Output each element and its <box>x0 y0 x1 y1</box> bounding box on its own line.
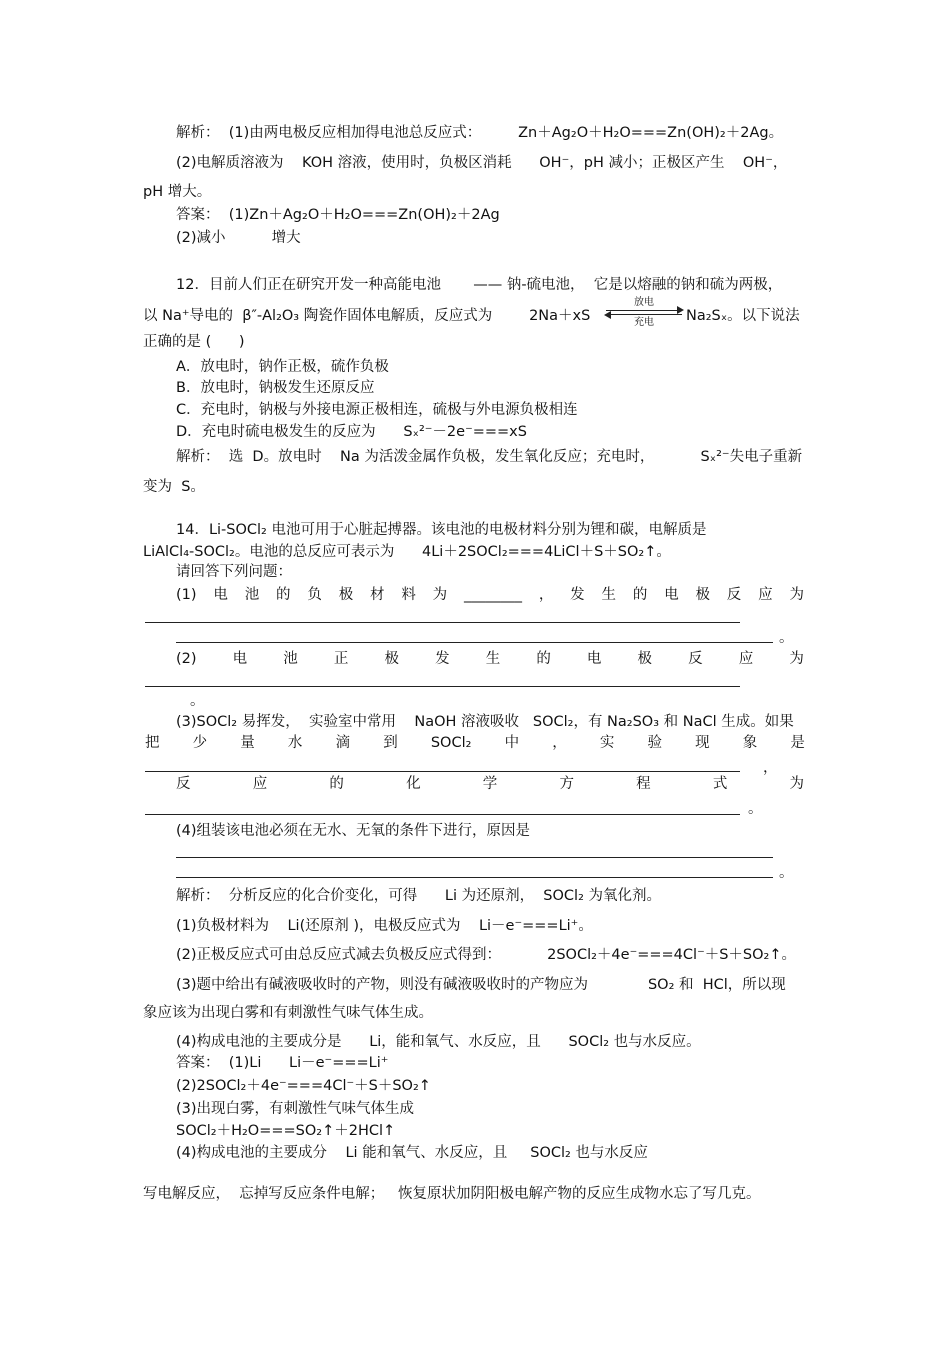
word: 滴 <box>335 735 351 751</box>
word: 中 <box>504 735 520 751</box>
period: 。 <box>779 865 794 881</box>
word: (2) <box>176 651 197 667</box>
word: 的 <box>632 587 648 603</box>
word: ， <box>552 735 567 751</box>
word: 负 <box>307 587 322 603</box>
word: 式 <box>712 776 728 792</box>
q14-analysis-4: (4)构成电池的主要成分是 Li，能和氧气、水反应，且 SOCl₂ 也与水反应。 <box>176 1034 701 1050</box>
word: 池 <box>244 587 260 603</box>
word: 电 <box>213 587 228 603</box>
q12-stem-2b: Na₂Sₓ。以下说法 <box>686 308 800 324</box>
q12-analysis-1: 解析： 选 D。放电时 Na 为活泼金属作负极，发生氧化反应；充电时， Sₓ²⁻失电子重新 <box>176 449 803 465</box>
word: 化 <box>406 776 421 792</box>
q12-stem-3: 正确的是 ( ) <box>143 334 245 350</box>
q14-part-4: (4)组装该电池必须在无水、无氧的条件下进行，原因是 <box>176 823 531 839</box>
reversible-arrow <box>602 298 686 328</box>
q12-option-c: C．充电时，钠极与外接电源正极相连，硫极与外电源负极相连 <box>176 402 578 418</box>
word: 极 <box>384 651 399 667</box>
q14-answer-3: (3)出现白雾，有刺激性气味气体生成 <box>176 1101 415 1117</box>
q14-part-1 <box>176 586 804 604</box>
word: 为 <box>789 776 804 792</box>
word: 的 <box>536 651 551 667</box>
word: 现 <box>695 735 710 751</box>
word: 水 <box>287 735 303 751</box>
word: 是 <box>790 735 805 751</box>
word: 正 <box>333 651 349 667</box>
word: 学 <box>482 776 498 792</box>
q12-stem-1: 12．目前人们正在研究开发一种高能电池 —— 钠-硫电池， 它是以熔融的钠和硫为两极， <box>176 277 783 293</box>
word: 程 <box>636 776 651 792</box>
period: 。 <box>748 801 763 817</box>
word: 为 <box>789 651 804 667</box>
word: 反 <box>726 587 742 603</box>
q14-part-3-line-3 <box>176 775 804 793</box>
q14-part-3-line-1: (3)SOCl₂ 易挥发， 实验室中常用 NaOH 溶液吸收 SOCl₂，有 Na₂SO₃ 和 NaCl 生成。如果 <box>176 714 794 730</box>
word: 电 <box>586 651 602 667</box>
word: 象 <box>742 735 758 751</box>
q14-stem-1: 14．Li-SOCl₂ 电池可用于心脏起搏器。该电池的电极材料分别为锂和碳，电解质是 <box>176 522 707 538</box>
word: 发 <box>435 651 450 667</box>
word: ， <box>538 587 554 603</box>
q11-analysis-2b: pH 增大。 <box>143 184 212 200</box>
q14-analysis-3b: 象应该为出现白雾和有刺激性气味气体生成。 <box>143 1005 433 1021</box>
q14-analysis-3a: (3)题中给出有碱液吸收时的产物，则没有碱液吸收时的产物应为 SO₂ 和 HCl，所以现 <box>176 977 786 993</box>
q12-option-d: D．充电时硫电极发生的反应为 Sₓ²⁻－2e⁻===xS <box>176 424 527 440</box>
answer-line <box>145 622 740 623</box>
word: 方 <box>559 776 574 792</box>
q11-answer-2: (2)减小 增大 <box>176 230 301 246</box>
q12-option-a: A．放电时，钠作正极，硫作负极 <box>176 359 389 375</box>
word: 应 <box>252 776 268 792</box>
answer-line <box>176 877 773 878</box>
footer-note: 写电解反应， 忘掉写反应条件电解； 恢复原状加阴阳极电解产物的反应生成物水忘了写几克。 <box>143 1186 761 1202</box>
q12-analysis-2: 变为 S。 <box>143 479 205 495</box>
word: 电 <box>232 651 248 667</box>
q11-analysis-1: 解析： (1)由两电极反应相加得电池总反应式： Zn＋Ag₂O＋H₂O===Zn(OH)₂＋2Ag。 <box>176 125 784 141</box>
word: 应 <box>738 651 754 667</box>
answer-line <box>176 642 773 643</box>
word: (1) <box>176 587 197 603</box>
word: 量 <box>240 735 255 751</box>
word: 极 <box>695 587 710 603</box>
q14-part-2 <box>176 650 804 668</box>
word: 到 <box>383 735 398 751</box>
word: 反 <box>176 776 191 792</box>
word: 实 <box>599 735 615 751</box>
word: 的 <box>329 776 344 792</box>
comma: ， <box>763 760 778 776</box>
q14-answer-4: (4)构成电池的主要成分 Li 能和氧气、水反应，且 SOCl₂ 也与水反应 <box>176 1145 648 1161</box>
word: 极 <box>637 651 653 667</box>
word: 为 <box>789 587 804 603</box>
word: 应 <box>758 587 773 603</box>
word: 生 <box>485 651 501 667</box>
word: 电 <box>664 587 679 603</box>
q14-answer-3b: SOCl₂＋H₂O===SO₂↑＋2HCl↑ <box>176 1123 396 1139</box>
q14-analysis-1: (1)负极材料为 Li(还原剂 )，电极反应式为 Li－e⁻===Li⁺。 <box>176 918 593 934</box>
q12-stem-2a: 以 Na⁺导电的 β″-Al₂O₃ 陶瓷作固体电解质，反应式为 2Na＋xS <box>143 308 591 324</box>
q14-answer-2: (2)2SOCl₂＋4e⁻===4Cl⁻＋S＋SO₂↑ <box>176 1078 431 1094</box>
period: 。 <box>190 693 205 709</box>
q14-stem-3: 请回答下列问题： <box>176 564 292 580</box>
word: 生 <box>601 587 616 603</box>
answer-line <box>145 771 740 772</box>
word: 验 <box>647 735 662 751</box>
word: 极 <box>338 587 354 603</box>
word: 把 <box>145 735 160 751</box>
answer-line <box>145 686 740 687</box>
arrow-label-charge: 充电 <box>634 317 654 328</box>
word: 的 <box>276 587 291 603</box>
word: 材 <box>370 587 385 603</box>
word: 发 <box>570 587 585 603</box>
period: 。 <box>779 630 794 646</box>
q14-stem-2: LiAlCl₄-SOCl₂。电池的总反应可表示为 4Li＋2SOCl₂===4LiCl＋S＋SO₂↑。 <box>143 544 671 560</box>
q14-analysis-0: 解析： 分析反应的化合价变化，可得 Li 为还原剂， SOCl₂ 为氧化剂。 <box>176 888 661 904</box>
word: 料 <box>401 587 416 603</box>
q14-answer-1: 答案： (1)Li Li－e⁻===Li⁺ <box>176 1055 389 1071</box>
q14-analysis-2: (2)正极反应式可由总反应式减去负极反应式得到： 2SOCl₂＋4e⁻===4Cl⁻＋S＋SO₂↑。 <box>176 947 796 963</box>
word: 池 <box>283 651 298 667</box>
arrow-label-discharge: 放电 <box>634 297 654 308</box>
q11-answer-1: 答案： (1)Zn＋Ag₂O＋H₂O===Zn(OH)₂＋2Ag <box>176 207 500 223</box>
q12-option-b: B．放电时，钠极发生还原反应 <box>176 380 375 396</box>
word: 少 <box>192 735 208 751</box>
word: 为 <box>432 587 448 603</box>
answer-blank: ________ <box>464 587 522 603</box>
answer-line <box>176 857 773 858</box>
q11-analysis-2: (2)电解质溶液为 KOH 溶液，使用时，负极区消耗 OH⁻，pH 减小；正极区产生 OH⁻， <box>176 155 788 171</box>
word: 反 <box>688 651 703 667</box>
word: SOCl₂ <box>430 735 472 751</box>
answer-line <box>145 814 740 815</box>
q14-part-3-line-2 <box>145 734 805 752</box>
